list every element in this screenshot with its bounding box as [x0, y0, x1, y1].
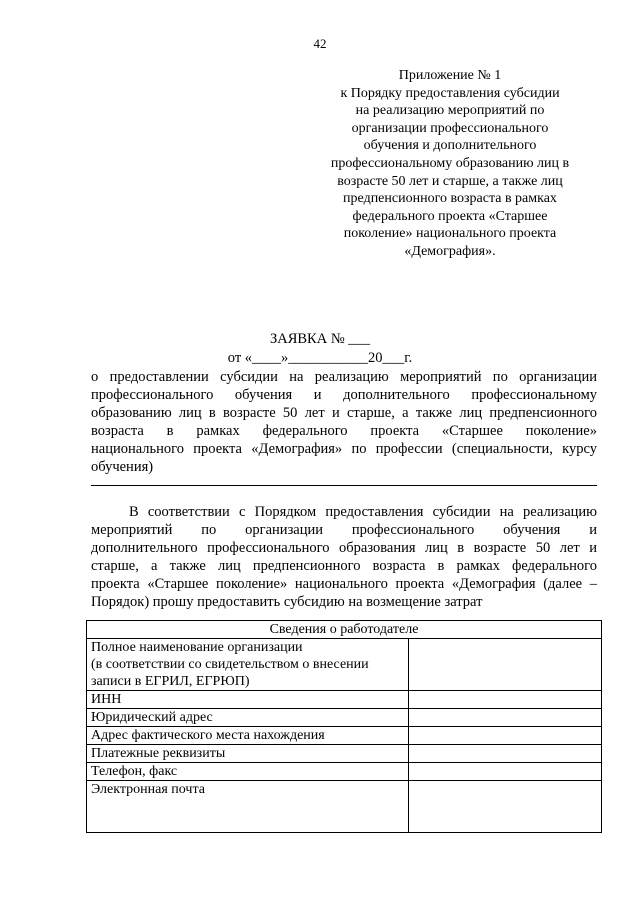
body-paragraph — [91, 503, 597, 611]
row-label-line: Полное наименование организации — [91, 640, 303, 655]
appendix-line: федерального проекта «Старшее — [352, 208, 548, 224]
row-value-payment-details[interactable] — [409, 745, 602, 763]
description-line: национального проекта «Демография» по профессии (специальности, курсу — [91, 441, 597, 457]
application-date: от «____»___________20___г. — [227, 350, 413, 366]
body-line: старше, а также лиц предпенсионного возраста в рамках федерального — [91, 558, 597, 574]
employer-info-table — [86, 620, 602, 833]
table-row — [87, 763, 602, 781]
appendix-header — [312, 67, 588, 261]
table-row — [87, 745, 602, 763]
appendix-line: предпенсионного возраста в рамках — [343, 191, 557, 207]
row-label-inn: ИНН — [87, 691, 409, 709]
appendix-line: «Демография». — [404, 243, 496, 259]
table-row — [87, 781, 602, 833]
appendix-line: Приложение № 1 — [398, 68, 502, 83]
application-title: ЗАЯВКА № ___ — [269, 331, 371, 347]
row-value-actual-address[interactable] — [409, 727, 602, 745]
appendix-line: на реализацию мероприятий по — [355, 103, 545, 119]
appendix-line: возрасте 50 лет и старше, а также лиц — [337, 173, 563, 189]
description-line: профессионального обучения и дополнительного профессиональному — [91, 387, 597, 403]
row-label-line: записи в ЕГРИЛ, ЕГРЮП) — [91, 674, 250, 689]
table-row — [87, 691, 602, 709]
row-value-email[interactable] — [409, 781, 602, 833]
row-value-phone-fax[interactable] — [409, 763, 602, 781]
table-row — [87, 639, 602, 691]
page-number: 42 — [313, 36, 327, 51]
application-description — [91, 368, 597, 476]
appendix-line: поколение» национального проекта — [343, 226, 557, 242]
body-line: Порядок) прошу предоставить субсидию на возмещение затрат — [91, 594, 483, 610]
body-line: В соответствии с Порядком предоставления субсидии на реализацию — [129, 504, 597, 520]
description-line: обучения) — [91, 459, 154, 475]
row-label-actual-address: Адрес фактического места нахождения — [87, 727, 409, 745]
description-line: о предоставлении субсидии на реализацию мероприятий по организации — [91, 369, 597, 385]
row-label-email: Электронная почта — [87, 781, 409, 833]
body-line: мероприятий по организации профессионального обучения и — [91, 522, 597, 538]
table-row — [87, 709, 602, 727]
appendix-line: обучения и дополнительного — [363, 138, 537, 154]
body-line: дополнительного профессионального образования лиц в возрасте 50 лет и — [91, 540, 597, 556]
body-line: проекта «Старшее поколение» национального проекта «Демография (далее – — [91, 576, 597, 592]
row-label-phone-fax: Телефон, факс — [87, 763, 409, 781]
appendix-line: профессиональному образованию лиц в — [330, 155, 570, 171]
appendix-line: организации профессионального — [351, 120, 549, 136]
appendix-line: к Порядку предоставления субсидии — [340, 85, 560, 101]
row-value-inn[interactable] — [409, 691, 602, 709]
row-label-line: (в соответствии со свидетельством о внесении — [91, 657, 369, 672]
description-line: образованию лиц в возрасте 50 лет и старше, а также лиц предпенсионного — [91, 405, 597, 421]
row-label-payment-details: Платежные реквизиты — [87, 745, 409, 763]
row-label-organization-name — [87, 639, 409, 691]
row-value-organization-name[interactable] — [409, 639, 602, 691]
row-label-legal-address: Юридический адрес — [87, 709, 409, 727]
horizontal-rule — [91, 485, 597, 486]
row-value-legal-address[interactable] — [409, 709, 602, 727]
description-line: возраста в рамках федерального проекта «Старшее поколение» — [91, 423, 597, 439]
table-header: Сведения о работодателе — [87, 621, 602, 639]
table-row — [87, 727, 602, 745]
